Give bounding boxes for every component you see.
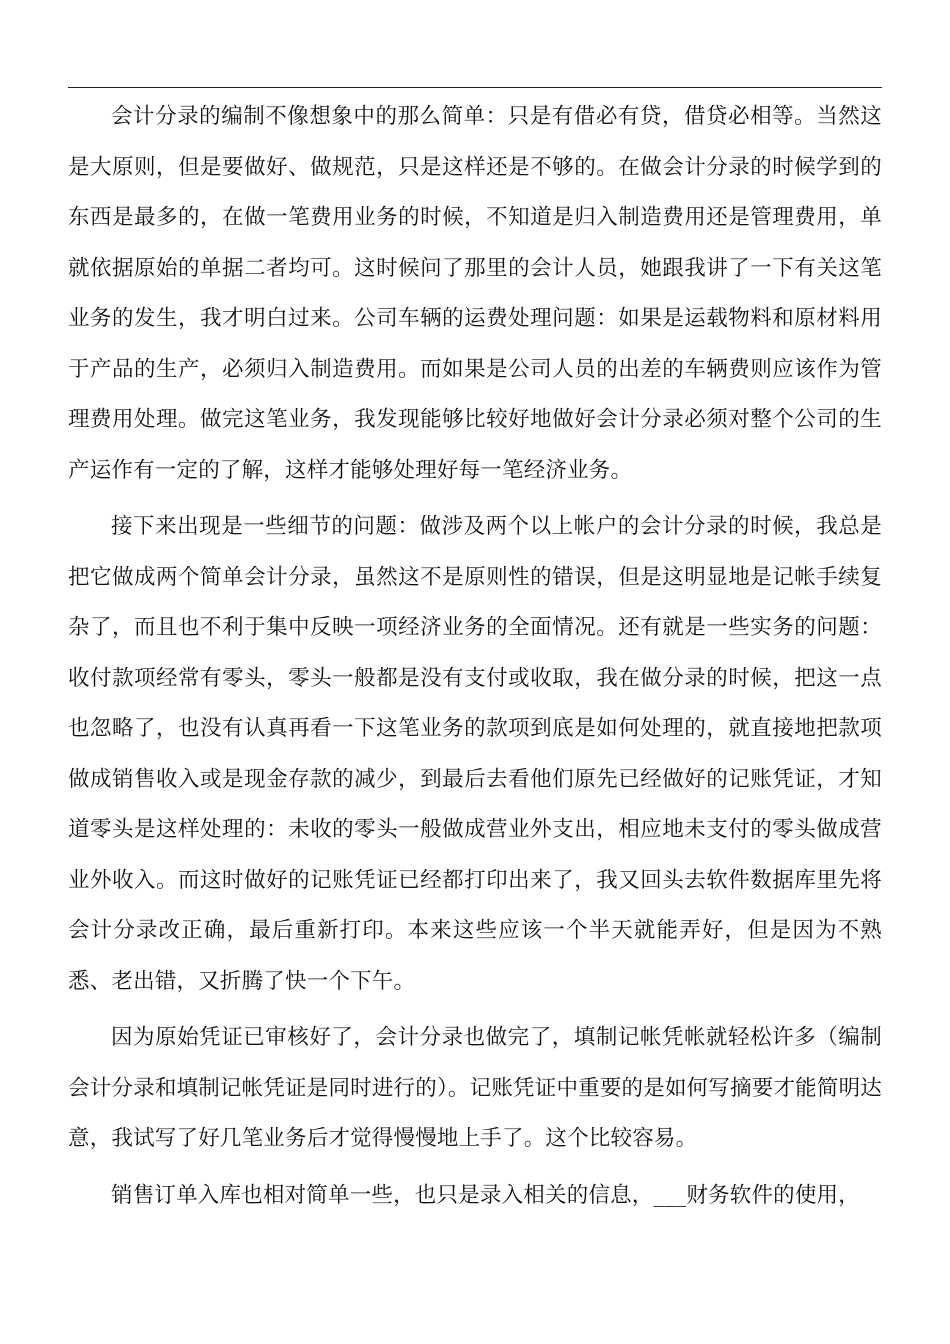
paragraph-3: 因为原始凭证已审核好了，会计分录也做完了，填制记帐凭帐就轻松许多（编制会计分录和填制记帐凭证是同时进行的）。记账凭证中重要的是如何写摘要才能简明达意，我试写了好几笔业务后才觉得慢慢地上手了。这个比较容易。 bbox=[68, 1025, 882, 1151]
paragraph-1: 会计分录的编制不像想象中的那么简单：只是有借必有贷，借贷必相等。当然这是大原则，但是要做好、做规范，只是这样还是不够的。在做会计分录的时候学到的东西是最多的，在做一笔费用业务的时候，不知道是归入制造费用还是管理费用，单就依据原始的单据二者均可。这时候问了那里的会计人员，她跟我讲了一下有关这笔业务的发生，我才明白过来。公司车辆的运费处理问题：如果是运载物料和原材料用于产品的生产，必须归入制造费用。而如果是公司人员的出差的车辆费则应该作为管理费用处理。做完这笔业务，我发现能够比较好地做好会计分录必须对整个公司的生产运作有一定的了解，这样才能够处理好每一笔经济业务。 bbox=[68, 104, 882, 483]
header-rule bbox=[68, 87, 882, 88]
document-body bbox=[68, 92, 882, 1227]
paragraph-2: 接下来出现是一些细节的问题：做涉及两个以上帐户的会计分录的时候，我总是把它做成两个简单会计分录，虽然这不是原则性的错误，但是这明显地是记帐手续复杂了，而且也不利于集中反映一项经济业务的全面情况。还有就是一些实务的问题：收付款项经常有零头，零头一般都是没有支付或收取，我在做分录的时候，把这一点也忽略了，也没有认真再看一下这笔业务的款项到底是如何处理的，就直接地把款项做成销售收入或是现金存款的减少，到最后去看他们原先已经做好的记账凭证，才知道零头是这样处理的：未收的零头一般做成营业外支出，相应地未支付的零头做成营业外收入。而这时做好的记账凭证已经都打印出来了，我又回头去软件数据库里先将会计分录改正确，最后重新打印。本来这些应该一个半天就能弄好，但是因为不熟悉、老出错，又折腾了快一个下午。 bbox=[68, 514, 882, 994]
paragraph-4: 销售订单入库也相对简单一些，也只是录入相关的信息，___财务软件的使用， bbox=[111, 1182, 860, 1208]
